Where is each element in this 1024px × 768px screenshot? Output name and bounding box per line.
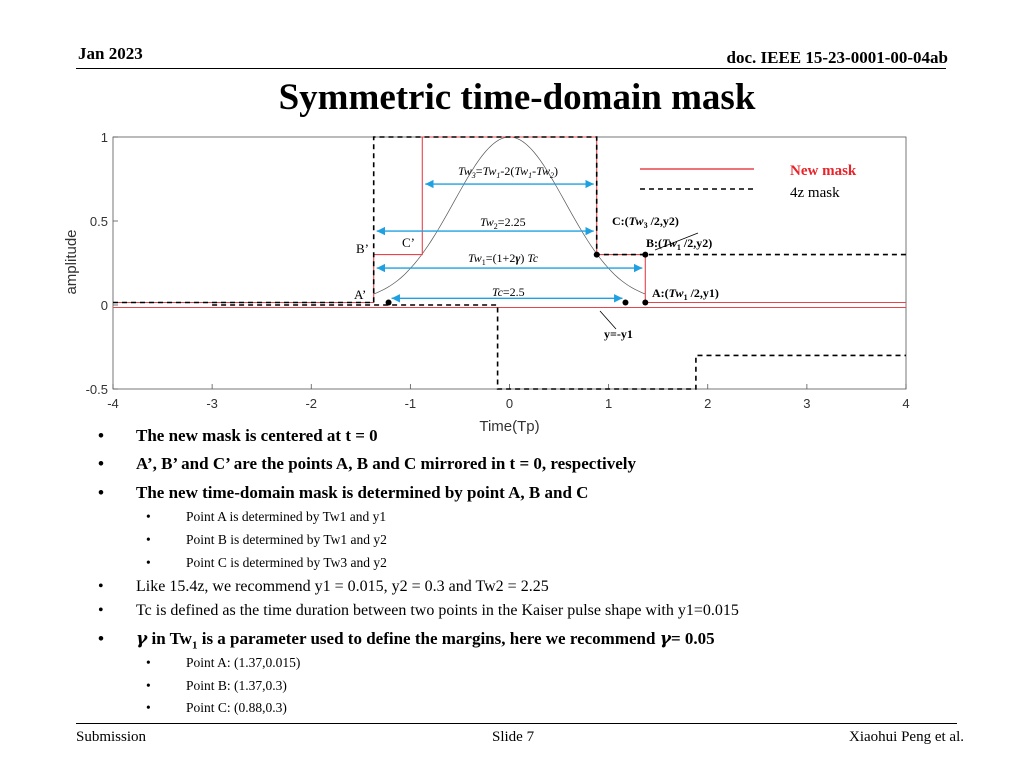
bullet-dot: • xyxy=(98,454,104,473)
marker-point xyxy=(386,299,392,305)
bullet-text: A’, B’ and C’ are the points A, B and C mirrored in t = 0, respectively xyxy=(136,454,636,473)
bullet-text: Point C: (0.88,0.3) xyxy=(186,700,287,715)
bullet-text: Point B is determined by Tw1 and y2 xyxy=(186,532,387,547)
bullet-dot: • xyxy=(146,509,151,524)
bullet-dot: • xyxy=(98,426,104,445)
x-tick-label: 1 xyxy=(605,396,613,411)
bullet-dot: • xyxy=(98,602,104,619)
y-tick-label: 0.5 xyxy=(89,214,108,229)
footer-author: Xiaohui Peng et al. xyxy=(849,729,964,745)
x-tick-label: -1 xyxy=(404,396,417,411)
marker-point xyxy=(594,252,600,258)
x-tick-label: 2 xyxy=(704,396,712,411)
annotation-tw3: $Tw_3=Tw_1-2(Tw_1-Tw_2)$ xyxy=(458,164,558,180)
y-tick-label: -0.5 xyxy=(85,382,108,397)
marker-point xyxy=(642,299,648,305)
bullet-text: Point A is determined by Tw1 and y1 xyxy=(186,509,387,524)
slide-title: Symmetric time-domain mask xyxy=(278,77,756,118)
marker-point xyxy=(642,252,648,258)
x-tick-label: 0 xyxy=(505,396,514,411)
x-tick-label: 3 xyxy=(803,396,811,411)
gamma-symbol: γ xyxy=(136,629,148,649)
annotation-tw1: $Tw_1=(1+2\gamma)$ Tc xyxy=(468,251,539,267)
footer-left: Submission xyxy=(76,729,147,745)
label-point-a: $A:(Tw_1$ /2,y1) xyxy=(652,286,719,302)
label-y-neg: y=-y1 xyxy=(604,327,633,341)
bullet-dot: • xyxy=(146,678,151,693)
x-axis-label: Time(Tp) xyxy=(479,418,540,435)
bullet-text xyxy=(136,629,715,651)
annotation-tw2: $Tw_2=2.25$ xyxy=(480,215,526,231)
bullet-dot: • xyxy=(98,483,104,502)
x-tick-label: -3 xyxy=(206,396,218,411)
marker-point xyxy=(622,299,628,305)
bullet-dot: • xyxy=(146,532,151,547)
header-doc-id: doc. IEEE 15-23-0001-00-04ab xyxy=(726,48,948,67)
bullet-text: Point A: (1.37,0.015) xyxy=(186,655,301,670)
header-divider xyxy=(76,68,946,69)
bullet-text-part: = 0.05 xyxy=(670,629,715,648)
footer-divider xyxy=(76,723,957,724)
y-axis-label: amplitude xyxy=(63,229,80,295)
mask-chart xyxy=(0,120,1024,440)
label-a-prime: A’ xyxy=(354,287,367,302)
y-tick-label: 0 xyxy=(100,298,108,313)
bullet-dot: • xyxy=(98,629,104,648)
legend-label-new-mask: New mask xyxy=(790,163,857,179)
footer-slide-number: Slide 7 xyxy=(492,729,535,745)
bullet-text: Like 15.4z, we recommend y1 = 0.015, y2 = 0.3 and Tw2 = 2.25 xyxy=(136,578,549,595)
bullet-dot: • xyxy=(146,700,151,715)
label-b-prime: B’ xyxy=(356,241,369,256)
bullet-text: The new mask is centered at t = 0 xyxy=(136,426,378,445)
bullet-text-part: in Tw xyxy=(151,629,192,648)
bullet-text: Point B: (1.37,0.3) xyxy=(186,678,287,693)
bullet-text: Point C is determined by Tw3 and y2 xyxy=(186,555,387,570)
bullet-text: The new time-domain mask is determined by point A, B and C xyxy=(136,483,589,502)
label-point-c: $C:(Tw_3$ /2,y2) xyxy=(612,214,679,230)
subscript: 1 xyxy=(191,639,198,652)
bullet-dot: • xyxy=(146,555,151,570)
x-tick-label: -2 xyxy=(305,396,318,411)
header-date: Jan 2023 xyxy=(78,44,143,63)
y-tick-label: 1 xyxy=(100,130,108,145)
gamma-symbol: γ xyxy=(659,629,671,649)
bullet-dot: • xyxy=(146,655,151,670)
bullet-dot: • xyxy=(98,578,104,595)
label-c-prime: C’ xyxy=(402,235,415,250)
legend-label-4z-mask: 4z mask xyxy=(790,185,840,201)
label-point-b: $B:(Tw_1$ /2,y2) xyxy=(646,236,713,252)
annotation-tc: Tc=2.5 xyxy=(492,285,525,299)
x-tick-label: 4 xyxy=(902,396,910,411)
bullet-text-part: is a parameter used to define the margins, here we recommend xyxy=(201,629,656,648)
x-tick-label: -4 xyxy=(107,396,119,411)
bullet-text: Tc is defined as the time duration between two points in the Kaiser pulse shape with y1=0.015 xyxy=(136,602,739,619)
